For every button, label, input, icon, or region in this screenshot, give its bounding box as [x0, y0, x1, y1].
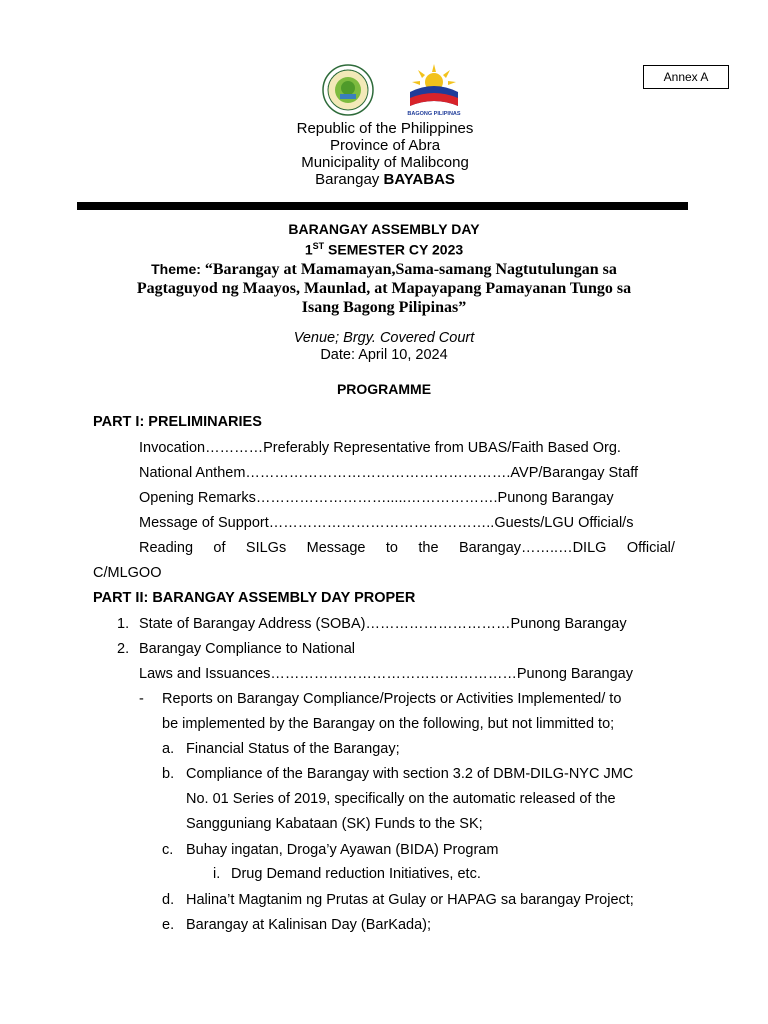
province-line: Province of Abra	[329, 137, 441, 154]
logo-row	[320, 62, 480, 118]
part1-item-anthem: National Anthem……………………………………………….AVP/Barangay Staff	[139, 465, 639, 481]
reports-line2: be implemented by the Barangay on the following, but not limmitted to;	[162, 716, 615, 732]
silg-word: to	[385, 540, 398, 556]
subitem-barkada: Barangay at Kalinisan Day (BarKada);	[186, 917, 432, 933]
municipality-line: Municipality of Malibcong	[301, 154, 469, 171]
subitem-sk-line2: No. 01 Series of 2019, specifically on the automatic released of the	[186, 791, 616, 807]
dash-bullet: -	[139, 691, 144, 707]
programme-heading: PROGRAMME	[336, 381, 432, 397]
theme	[90, 260, 678, 317]
subitem-sk-line3: Sangguniang Kabataan (SK) Funds to the SK;	[186, 816, 483, 832]
silg-word: Barangay……..…DILG	[458, 540, 607, 556]
semester-number: 1	[304, 241, 313, 258]
annex-label: Annex A	[643, 65, 729, 89]
bagong-pilipinas-logo-icon	[400, 62, 468, 118]
silg-word: SILGs	[245, 540, 287, 556]
item-number: 2.	[117, 641, 130, 657]
subitem-letter: d.	[162, 892, 175, 908]
event-date: Date: April 10, 2024	[320, 347, 448, 363]
venue-date-block	[90, 330, 678, 364]
barangay-line	[200, 171, 570, 188]
barangay-prefix: Barangay	[315, 171, 384, 188]
barangay-name: BAYABAS	[383, 171, 455, 188]
subitem-sk-line1: Compliance of the Barangay with section 3.2 of DBM-DILG-NYC JMC	[186, 766, 634, 782]
part2-item-soba: State of Barangay Address (SOBA)…………………………Punong Barangay	[139, 616, 627, 632]
subsubitem-drug-demand: Drug Demand reduction Initiatives, etc.	[231, 866, 481, 882]
part1-heading: PART I: PRELIMINARIES	[93, 414, 262, 430]
semester-suffix: ST	[312, 241, 325, 251]
part1-item-support: Message of Support………………………………………..Guests/LGU Official/s	[139, 515, 634, 531]
silg-word: Official/	[626, 540, 675, 556]
republic-line: Republic of the Philippines	[296, 120, 474, 137]
part1-item-opening: Opening Remarks……………………….....……………….Punong Barangay	[139, 490, 614, 506]
part1-item-silg	[139, 540, 675, 556]
subsubitem-numeral: i.	[213, 866, 221, 882]
bagong-pilipinas-logo-text: BAGONG PILIPINAS	[407, 111, 461, 117]
part1-item-silg-cont: C/MLGOO	[93, 565, 162, 581]
part2-item-compliance-cont: Laws and Issuances……………………………………………Punong Barangay	[139, 666, 633, 682]
part2-item-compliance: Barangay Compliance to National	[139, 641, 356, 657]
subitem-letter: a.	[162, 741, 175, 757]
subitem-letter: b.	[162, 766, 175, 782]
silg-word: Message	[306, 540, 366, 556]
subitem-letter: c.	[162, 842, 174, 858]
silg-word: the	[418, 540, 439, 556]
title-line2	[90, 238, 678, 259]
letterhead	[200, 120, 570, 188]
item-number: 1.	[117, 616, 130, 632]
reports-line1: Reports on Barangay Compliance/Projects or Activities Implemented/ to	[162, 691, 622, 707]
subitem-letter: e.	[162, 917, 175, 933]
title-line1: BARANGAY ASSEMBLY DAY	[288, 221, 480, 237]
part1-item-invocation: Invocation…………Preferably Representative from UBAS/Faith Based Org.	[139, 440, 621, 456]
theme-label: Theme:	[151, 260, 205, 277]
venue: Venue; Brgy. Covered Court	[293, 330, 475, 346]
part2-heading: PART II: BARANGAY ASSEMBLY DAY PROPER	[93, 590, 416, 606]
theme-line2: Pagtaguyod ng Maayos, Maunlad, at Mapayapang Pamayanan Tungo sa	[136, 279, 632, 297]
theme-line3: Isang Bagong Pilipinas”	[301, 298, 467, 316]
header-divider	[77, 202, 688, 210]
subitem-bida: Buhay ingatan, Droga’y Ayawan (BIDA) Program	[186, 842, 499, 858]
silg-word: of	[213, 540, 226, 556]
event-title	[90, 221, 678, 317]
theme-line1: “Barangay at Mamamayan,Sama-samang Nagtutulungan sa	[204, 260, 617, 278]
barangay-seal-icon	[322, 64, 374, 116]
silg-word: Reading	[139, 540, 194, 556]
subitem-hapag: Halina’t Magtanim ng Prutas at Gulay or HAPAG sa barangay Project;	[186, 892, 634, 908]
subitem-financial: Financial Status of the Barangay;	[186, 741, 400, 757]
semester-text: SEMESTER CY 2023	[324, 241, 464, 258]
